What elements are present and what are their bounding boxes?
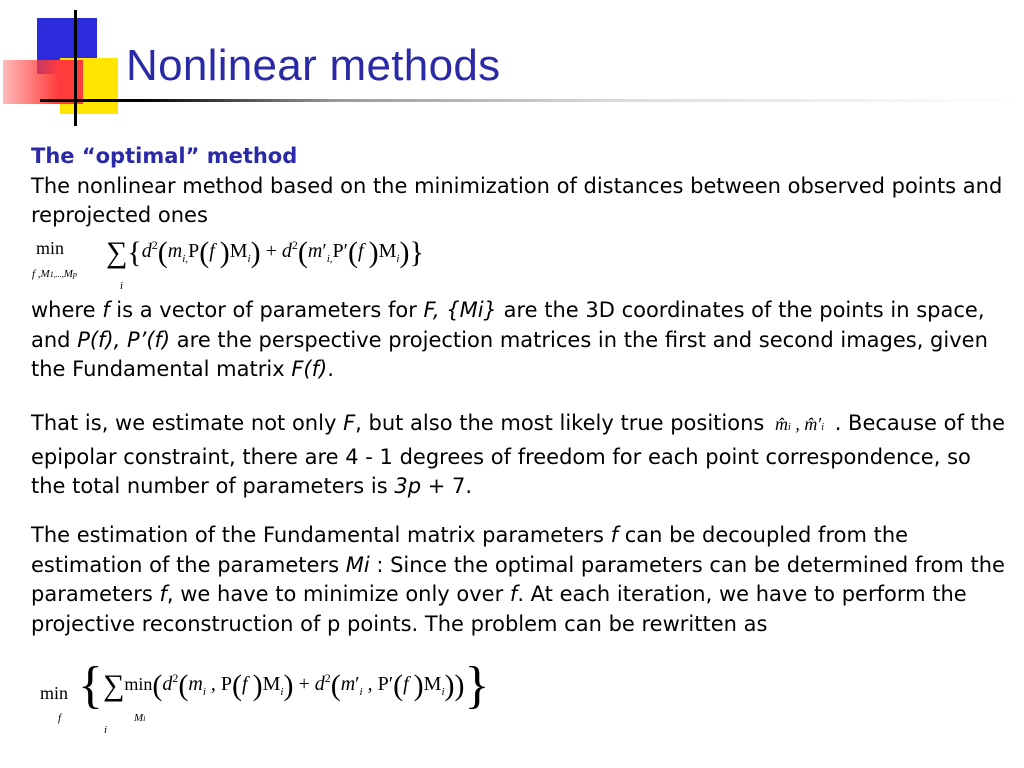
equation-2: min [40,683,69,703]
slide-title: Nonlinear methods [126,41,501,90]
method-subtitle: The “optimal” method [31,144,298,168]
equation-2-sum-subscript: i [104,724,108,736]
paragraph-3: The estimation of the Fundamental matrix parameters f can be decoupled from the estimation of the parameters Mi : Since the optimal parameters can be determined from the parameters f, we have to minimize only over f. At each iteration, we have to perform the projective reconstruction of p points. The problem can be rewritten as [31,523,1005,636]
paragraph-1: where f is a vector of parameters for F, {Mi} are the 3D coordinates of the points in space, and P(f), P’(f) are the perspective projection matrices in the first and second images, given the Fundamental matrix F(f). [31,298,988,381]
intro-text: The nonlinear method based on the minimization of distances between observed points and reprojected ones [31,173,1003,227]
equation-2-inner-min-subscript: Mi [134,712,146,724]
paragraph-2: That is, we estimate not only F, but also the most likely true positions m̂i , m̂′i . Because of the epipolar constraint, there are 4 - 1 degrees of freedom for each point correspondence, so the total number of parameters is 3p + 7. [31,411,1006,498]
logo-red-bar [3,60,83,104]
inline-math-positions: m̂i , m̂′i [775,414,825,434]
equation-1-body: $\sum\{d^2(m_{i,}P(f$ )$M_i) + d^2(m'_{i,}P'(f$ )$M_i$)} [106,236,424,269]
equation-2-body: {$\sum\min(d^2(m_i$ , P(f )$M_i) + d^2(m'_i$ , P′(f )$M_i$))} [78,657,490,714]
equation-1-min-subscript: f ,M1,...,Mp [32,268,77,280]
equation-1: min [36,238,65,258]
title-underline [40,99,1024,102]
intro-block [31,142,1011,231]
equation-1-sum-subscript: i [120,280,124,292]
logo-vertical-line [74,10,77,126]
equation-2-min-subscript: f [58,712,62,724]
